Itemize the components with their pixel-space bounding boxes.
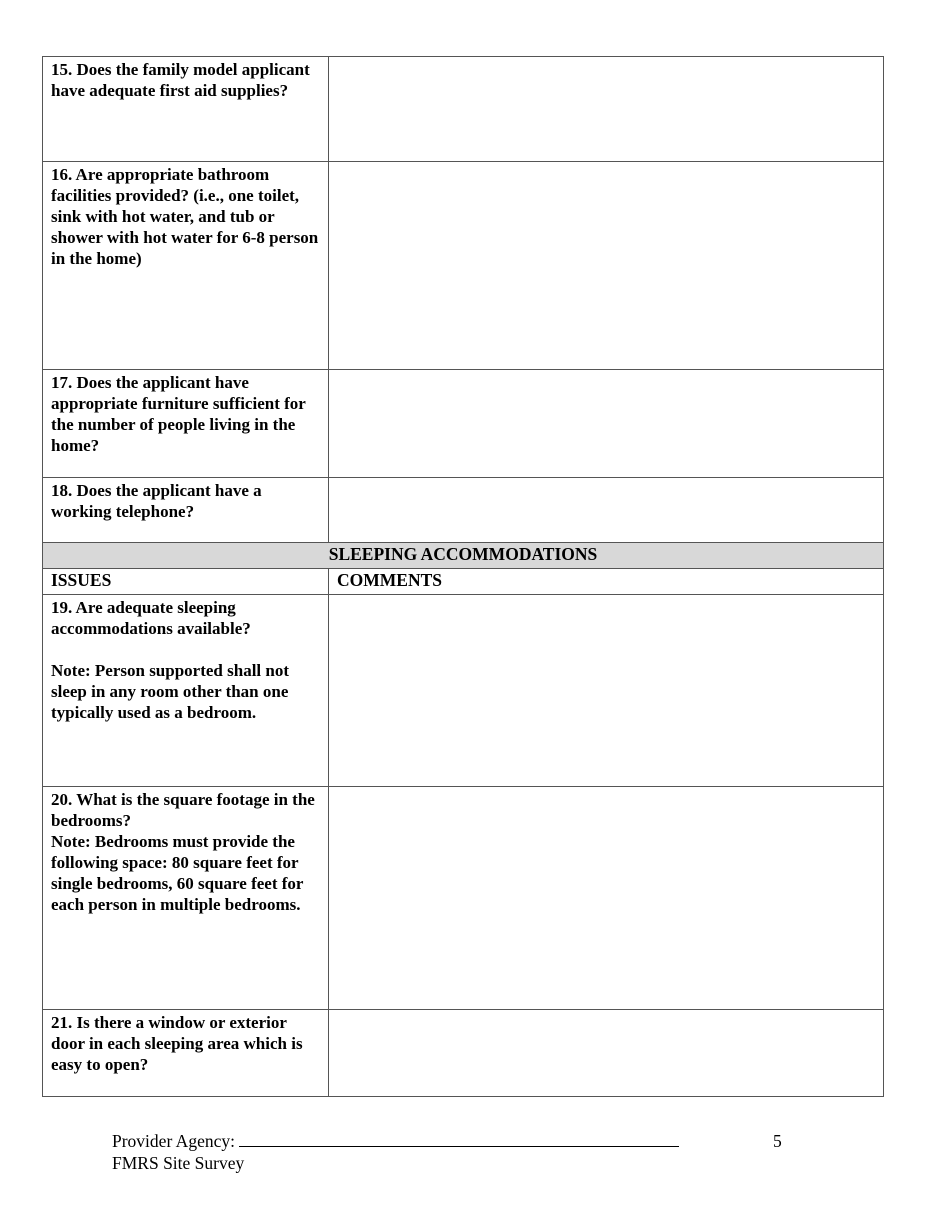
question-text: 15. Does the family model applicant have adequate first aid supplies?	[51, 60, 310, 100]
question-row-17	[43, 370, 884, 478]
question-note: Note: Person supported shall not sleep in any room other than one typically used as a bedroom.	[51, 661, 290, 722]
provider-agency-blank[interactable]	[239, 1130, 679, 1147]
issue-cell	[43, 162, 329, 370]
comments-column-header: COMMENTS	[329, 569, 884, 595]
comment-cell[interactable]	[329, 595, 884, 787]
question-text: 20. What is the square footage in the bedrooms?	[51, 790, 315, 830]
question-text: 18. Does the applicant have a working telephone?	[51, 481, 262, 521]
issue-cell	[43, 370, 329, 478]
comment-cell[interactable]	[329, 162, 884, 370]
question-row-15	[43, 57, 884, 162]
issue-cell	[43, 595, 329, 787]
form-name: FMRS Site Survey	[112, 1153, 245, 1173]
comment-cell[interactable]	[329, 478, 884, 543]
issue-cell	[43, 478, 329, 543]
issues-column-header: ISSUES	[43, 569, 329, 595]
comment-cell[interactable]	[329, 1010, 884, 1097]
question-text: 16. Are appropriate bathroom facilities provided? (i.e., one toilet, sink with hot water, and tub or shower with hot water for 6-8 person in the home)	[51, 165, 319, 268]
provider-agency-line	[112, 1130, 679, 1152]
question-note: Note: Bedrooms must provide the following space: 80 square feet for single bedrooms, 60 square feet for each person in multiple bedrooms.	[51, 832, 304, 914]
provider-agency-label: Provider Agency:	[112, 1131, 235, 1151]
comment-cell[interactable]	[329, 787, 884, 1010]
site-survey-table	[42, 56, 884, 1097]
issue-cell	[43, 1010, 329, 1097]
question-text: 21. Is there a window or exterior door in each sleeping area which is easy to open?	[51, 1013, 303, 1074]
issue-cell	[43, 787, 329, 1010]
question-text: 19. Are adequate sleeping accommodations available?	[51, 598, 251, 638]
page-number: 5	[773, 1131, 782, 1151]
question-row-18	[43, 478, 884, 543]
question-row-20	[43, 787, 884, 1010]
page-footer	[112, 1130, 679, 1174]
column-header-row	[43, 569, 884, 595]
comment-cell[interactable]	[329, 370, 884, 478]
question-text: 17. Does the applicant have appropriate furniture sufficient for the number of people living in the home?	[51, 373, 306, 455]
question-row-21	[43, 1010, 884, 1097]
question-row-19	[43, 595, 884, 787]
issue-cell	[43, 57, 329, 162]
section-header-row	[43, 543, 884, 569]
section-title: SLEEPING ACCOMMODATIONS	[43, 543, 884, 569]
question-row-16	[43, 162, 884, 370]
comment-cell[interactable]	[329, 57, 884, 162]
